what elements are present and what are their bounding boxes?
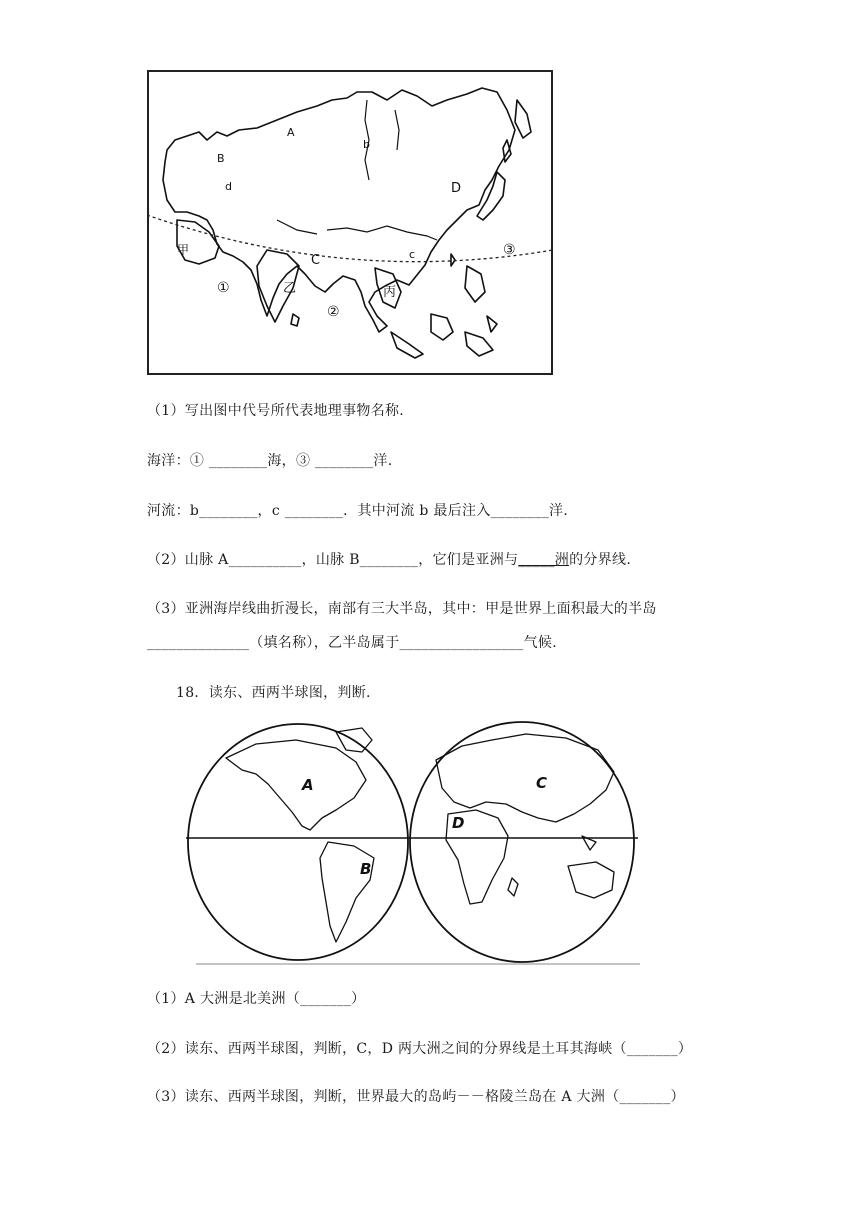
q2-blank: _____洲 bbox=[518, 552, 570, 568]
map-label-sea-1: ① bbox=[217, 280, 230, 296]
q18-item-3: （3）读东、西两半球图，判断，世界最大的岛屿－－格陵兰岛在 A 大洲（_______） bbox=[147, 1089, 685, 1105]
q2-line bbox=[147, 551, 631, 569]
map-label-B: B bbox=[217, 152, 225, 165]
asia-map bbox=[147, 70, 553, 375]
hemi-label-A: A bbox=[302, 776, 314, 794]
map-label-A: A bbox=[287, 126, 295, 139]
q18-item-1: （1）A 大洲是北美洲（_______） bbox=[147, 991, 366, 1007]
map-label-sea-3: ③ bbox=[503, 242, 516, 258]
hemi-label-D: D bbox=[452, 814, 465, 832]
q1-sea: 海洋：① ________海，③ ________洋. bbox=[147, 453, 393, 469]
hemispheres-map bbox=[186, 718, 642, 966]
map-label-c: c bbox=[409, 248, 416, 261]
map-label-d: d bbox=[225, 180, 232, 193]
map-label-C: C bbox=[311, 253, 321, 268]
map-label-bing: 丙 bbox=[383, 285, 397, 300]
hemi-label-C: C bbox=[536, 774, 548, 792]
map-label-D: D bbox=[451, 181, 462, 196]
q1-river: 河流：b________，c ________．其中河流 b 最后注入________洋. bbox=[147, 503, 569, 519]
hemi-label-B: B bbox=[360, 860, 372, 878]
q18-title: 18．读东、西两半球图，判断. bbox=[176, 685, 371, 701]
q18-item-2: （2）读东、西两半球图，判断，C，D 两大洲之间的分界线是土耳其海峡（_______） bbox=[147, 1041, 693, 1057]
map-label-sea-2: ② bbox=[327, 304, 340, 320]
q3-line1: （3）亚洲海岸线曲折漫长，南部有三大半岛，其中：甲是世界上面积最大的半岛 bbox=[147, 601, 657, 617]
map-label-yi: 乙 bbox=[283, 281, 297, 296]
map-label-jia: 甲 bbox=[177, 243, 190, 257]
map-label-b: b bbox=[363, 138, 370, 151]
q1-title: （1）写出图中代号所代表地理事物名称. bbox=[147, 403, 405, 419]
q3-line2: ______________（填名称），乙半岛属于_________________气候. bbox=[147, 635, 557, 651]
q2-text-before: （2）山脉 A__________，山脉 B________，它们是亚洲与 bbox=[147, 552, 519, 568]
q2-text-after: 的分界线. bbox=[569, 552, 632, 568]
